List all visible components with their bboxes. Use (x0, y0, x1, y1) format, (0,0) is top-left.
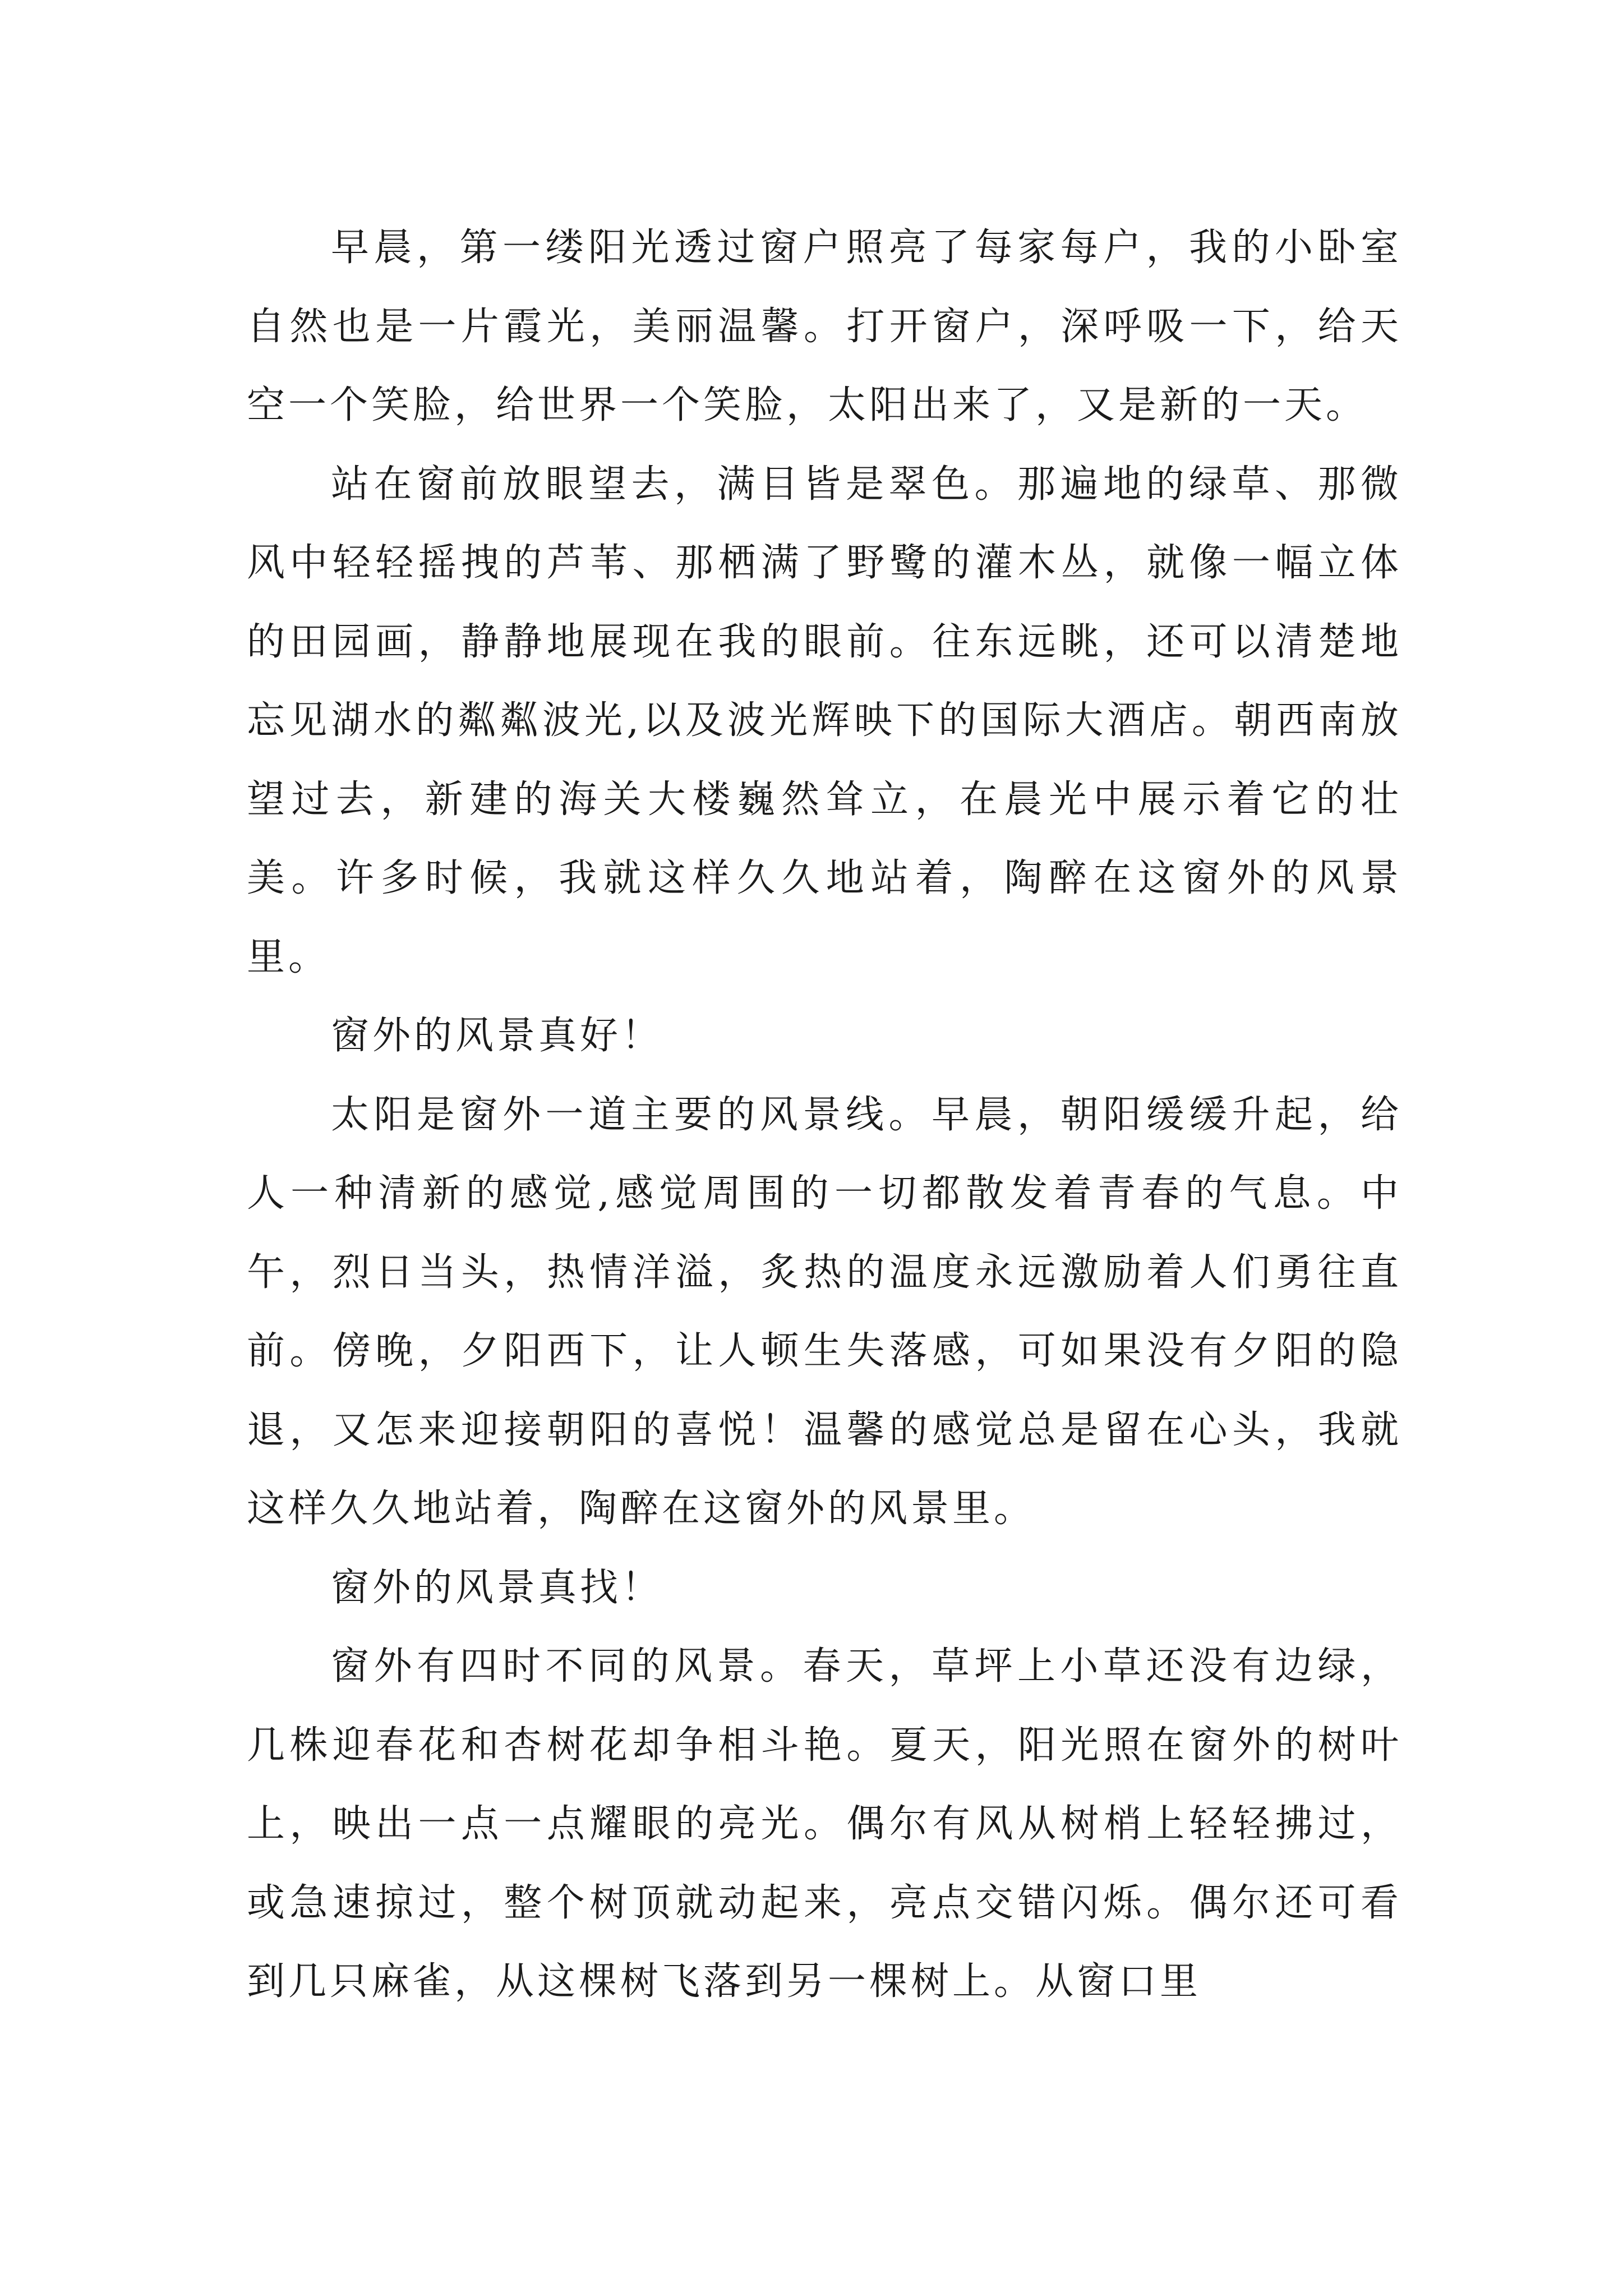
paragraph-exclamation-1: 窗外的风景真好！ (331, 1014, 663, 1058)
paragraph-exclamation-2: 窗外的风景真找！ (331, 1565, 663, 1610)
paragraph-morning: 早晨，第一缕阳光透过窗户照亮了每家每户，我的小卧室自然也是一片霞光，美丽温馨。打开窗户，深呼吸一下，给天空一个笑脸，给世界一个笑脸，太阳出来了，又是新的一天。 (247, 226, 1402, 427)
paragraph-sun: 太阳是窗外一道主要的风景线。早晨，朝阳缓缓升起，给人一种清新的感觉,感觉周围的一切都散发着青春的气息。中午，烈日当头，热情洋溢，炙热的温度永远激励着人们勇往直前。傍晚，夕阳西下，让人顿生失落感，可如果没有夕阳的隐退，又怎来迎接朝阳的喜悦！温馨的感觉总是留在心头，我就这样久久地站着，陶醉在这窗外的风景里。 (247, 1092, 1402, 1531)
document-body (247, 209, 1402, 2022)
paragraph-window-view: 站在窗前放眼望去，满目皆是翠色。那遍地的绿草、那微风中轻轻摇拽的芦苇、那栖满了野鹭的灌木丛，就像一幅立体的田园画，静静地展现在我的眼前。往东远眺，还可以清楚地忘见湖水的粼粼波光,以及波光辉映下的国际大酒店。朝西南放望过去，新建的海关大楼巍然耸立，在晨光中展示着它的壮美。许多时候，我就这样久久地站着，陶醉在这窗外的风景里。 (247, 462, 1402, 979)
paragraph-seasons: 窗外有四时不同的风景。春天，草坪上小草还没有边绿，几株迎春花和杏树花却争相斗艳。夏天，阳光照在窗外的树叶上，映出一点一点耀眼的亮光。偶尔有风从树梢上轻轻拂过，或急速掠过，整个树顶就动起来，亮点交错闪烁。偶尔还可看到几只麻雀，从这棵树飞落到另一棵树上。从窗口里 (247, 1644, 1402, 2004)
